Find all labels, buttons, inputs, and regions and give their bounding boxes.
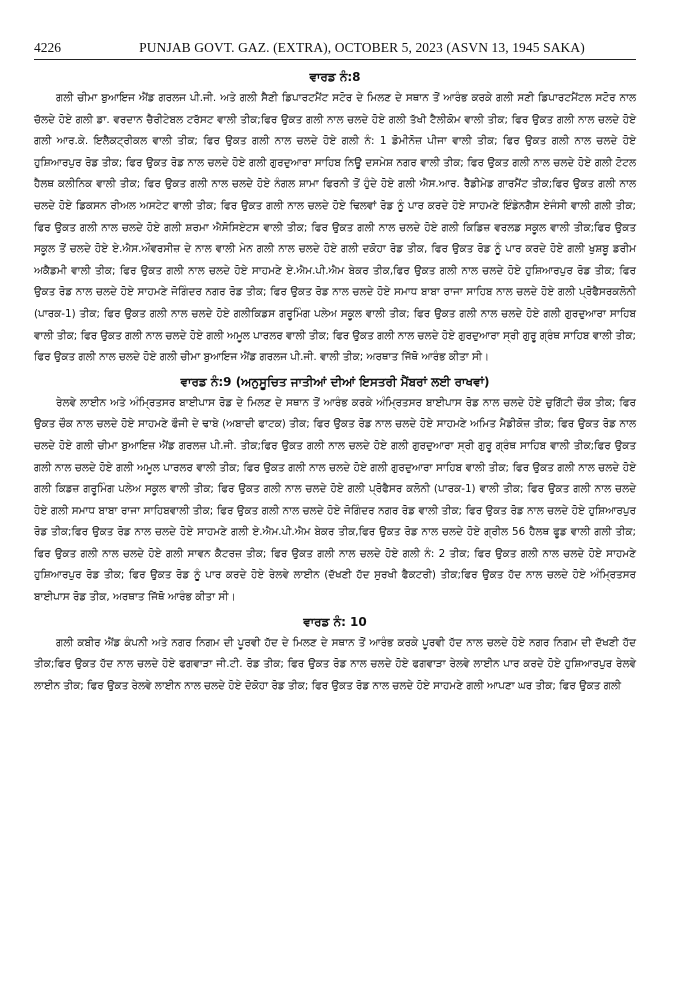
ward-10-heading: ਵਾਰਡ ਨੰ: 10 [303, 614, 367, 629]
page-number: 4226 [34, 40, 61, 55]
ward-9-heading: ਵਾਰਡ ਨੰ:9 (ਅਨੁਸੂਚਿਤ ਜਾਤੀਆਂ ਦੀਆਂ ਇਸਤਰੀ ਮੈਂਬਰਾਂ ਲਈ ਰਾਖਵਾਂ) [180, 374, 490, 389]
gazette-title: PUNJAB GOVT. GAZ. (EXTRA), OCTOBER 5, 2023 (ASVN 13, 1945 SAKA) [139, 40, 585, 55]
ward-8-text: ਗਲੀ ਚੀਮਾ ਬੁਆਇਜ ਐਂਡ ਗਰਲਜ ਪੀ.ਜੀ. ਅਤੇ ਗਲੀ ਸੈਣੀ ਡਿਪਾਰਟਮੈਂਟ ਸਟੋਰ ਦੇ ਮਿਲਣ ਦੇ ਸਥਾਨ ਤੋਂ ਆਰੰਭ ਕਰਕੇ ਗਲੀ ਸਣੀ ਡਿਪਾਰਟਮੈਂਟਲ ਸਟੋਰ ਨਾਲ ਚੱਲਦੇ ਹੋਏ ਗਲੀ ਡਾ. ਵਰਦਾਨ ਚੈਰੀਟੇਬਲ ਟਰੱਸਟ ਵਾਲੀ ਤੀਕ;ਫਿਰ ਉਕਤ ਗਲੀ ਨਾਲ ਚਲਦੇ ਹੋਏ ਗਲੀ ਤੱਖੀ ਟੈਲੀਕੋਮ ਵਾਲੀ ਤੀਕ; ਫਿਰ ਉਕਤ ਗਲੀ ਨਾਲ ਚਲਦੇ ਹੋਏ ਗਲੀ ਆਰ.ਕੇ. ਇਲੈਕਟ੍ਰੀਕਲ ਵਾਲੀ ਤੀਕ; ਫਿਰ ਉਕਤ ਗਲੀ ਨਾਲ ਚਲਦੇ ਹੋਏ ਗਲੀ ਨੰ: 1 ਡੋਮੀਨੋਜ਼ ਪੀਜਾ ਵਾਲੀ ਤੀਕ; ਫਿਰ ਉਕਤ ਗਲੀ ਨਾਲ ਚਲਦੇ ਹੋਏ ਹੁਸ਼ਿਆਰਪੁਰ ਰੋਡ ਤੀਕ; ਫਿਰ ਉਕਤ ਰੋਡ ਨਾਲ ਚਲਦੇ ਹੋਏ ਗਲੀ ਗੁਰਦੁਆਰਾ ਸਾਹਿਬ ਨਿਊ ਦਸਮੇਸ਼ ਨਗਰ ਵਾਲੀ ਤੀਕ; ਫਿਰ ਉਕਤ ਗਲੀ ਨਾਲ ਚਲਦੇ ਹੋਏ ਗਲੀ ਟੋਟਲ ਹੈਲਥ ਕਲੀਨਿਕ ਵਾਲੀ ਤੀਕ; ਫਿਰ ਉਕਤ ਗਲੀ ਨਾਲ ਚਲਦੇ ਹੋਏ ਨੰਗਲ ਸ਼ਾਮਾ ਫਿਰਨੀ ਤੋਂ ਹੁੰਦੇ ਹੋਏ ਗਲੀ ਐਸ.ਆਰ. ਰੈਡੀਮੇਡ ਗਾਰਮੈਂਟ ਤੀਕ;ਫਿਰ ਉਕਤ ਗਲੀ ਨਾਲ ਚਲਦੇ ਹੋਏ ਡਿਕਸਨ ਰੀਅਲ ਅਸਟੇਟ ਵਾਲੀ ਤੀਕ; ਫਿਰ ਉਕਤ ਗਲੀ ਨਾਲ ਚਲਦੇ ਹੋਏ ਢਿਲਵਾਂ ਰੋਡ ਨੂੰ ਪਾਰ ਕਰਦੇ ਹੋਏ ਸਾਹਮਣੇ ਇੰਡੇਨਗੈਸ ਏਜੰਸੀ ਵਾਲੀ ਗਲੀ ਤੀਕ; ਫਿਰ ਉਕਤ ਗਲੀ ਨਾਲ ਚਲਦੇ ਹੋਏ ਗਲੀ ਸ਼ਰਮਾ ਐਸੋਸਿਏਟਸ ਵਾਲੀ ਤੀਕ; ਫਿਰ ਉਕਤ ਗਲੀ ਨਾਲ ਚਲਦੇ ਹੋਏ ਗਲੀ ਕਿਡਿਜ਼ ਵਰਲਡ ਸਕੂਲ ਵਾਲੀ ਤੀਕ;ਫਿਰ ਉਕਤ ਸਕੂਲ ਤੋਂ ਚਲਦੇ ਹੋਏ ਏ.ਐਸ.ਔਵਰਸੀਜ਼ ਦੇ ਨਾਲ ਵਾਲੀ ਮੇਨ ਗਲੀ ਨਾਲ ਚਲਦੇ ਹੋਏ ਗਲੀ ਦਕੋਹਾ ਰੋਡ ਤੀਕ, ਫਿਰ ਉਕਤ ਰੋਡ ਨੂੰ ਪਾਰ ਕਰਦੇ ਹੋਏ ਗਲੀ ਖੁਸ਼ਬੂ ਡਰੀਮ ਅਕੈਡਮੀ ਵਾਲੀ ਤੀਕ; ਫਿਰ ਉਕਤ ਗਲੀ ਨਾਲ ਚਲਦੇ ਹੋਏ ਸਾਹਮਣੇ ਏ.ਐਮ.ਪੀ.ਐਮ ਬੇਕਰ ਤੀਕ,ਫਿਰ ਉਕਤ ਗਲੀ ਨਾਲ ਚਲਦੇ ਹੋਏ ਹੁਸ਼ਿਆਰਪੁਰ ਰੋਡ ਤੀਕ; ਫਿਰ ਉਕਤ ਰੋਡ ਨਾਲ ਚਲਦੇ ਹੋਏ ਸਾਹਮਣੇ ਜੋਗਿੰਦਰ ਨਗਰ ਰੋਡ ਤੀਕ; ਫਿਰ ਉਕਤ ਰੋਡ ਨਾਲ ਚਲਦੇ ਹੋਏ ਸਮਾਧ ਬਾਬਾ ਰਾਜਾ ਸਾਹਿਬ ਨਾਲ ਚਲਦੇ ਹੋਏ ਗਲੀ ਪ੍ਰੋਫੈਸਰਕਲੋਨੀ (ਪਾਰਕ-1) ਤੀਕ; ਫਿਰ ਉਕਤ ਗਲੀ ਨਾਲ ਚਲਦੇ ਹੋਏ ਗਲੀਕਿਡਸ ਗਰੂਮਿੰਗ ਪਲੇਅ ਸਕੂਲ ਵਾਲੀ ਤੀਕ; ਫਿਰ ਉਕਤ ਗਲੀ ਨਾਲ ਚਲਦੇ ਹੋਏ ਗਲੀ ਗੁਰਦੁਆਰਾ ਸਾਹਿਬ ਵਾਲੀ ਤੀਕ; ਫਿਰ ਉਕਤ ਗਲੀ ਨਾਲ ਚਲਦੇ ਹੋਏ ਗਲੀ ਅਮੂਲ ਪਾਰਲਰ ਵਾਲੀ ਤੀਕ; ਫਿਰ ਉਕਤ ਗਲੀ ਨਾਲ ਚਲਦੇ ਹੋਏ ਗੁਰਦੁਆਰਾ ਸ੍ਰੀ ਗੁਰੂ ਗ੍ਰੰਥ ਸਾਹਿਬ ਵਾਲੀ ਤੀਕ; ਫਿਰ ਉਕਤ ਗਲੀ ਨਾਲ ਚਲਦੇ ਹੋਏ ਗਲੀ ਚੀਮਾ ਬੁਆਇਜ ਐਂਡ ਗਰਲਜ ਪੀ.ਜੀ. ਵਾਲੀ ਤੀਕ; ਅਰਥਾਤ ਜਿੱਥੋ ਆਰੰਭ ਕੀਤਾ ਸੀ। [34, 92, 636, 364]
ward-8-heading: ਵਾਰਡ ਨੰ:8 [309, 70, 361, 84]
page-header [34, 40, 636, 60]
ward-10-text: ਗਲੀ ਕਬੀਰ ਐਂਡ ਕੰਪਨੀ ਅਤੇ ਨਗਰ ਨਿਗਮ ਦੀ ਪੂਰਵੀ ਹੱਦ ਦੇ ਮਿਲਣ ਦੇ ਸਥਾਨ ਤੋਂ ਆਰੰਭ ਕਰਕੇ ਪੂਰਵੀ ਹੱਦ ਨਾਲ ਚਲਦੇ ਹੋਏ ਨਗਰ ਨਿਗਮ ਦੀ ਦੱਖਣੀ ਹੱਦ ਤੀਕ;ਫਿਰ ਉਕਤ ਹੱਦ ਨਾਲ ਚਲਦੇ ਹੋਏ ਫਗਵਾੜਾ ਜੀ.ਟੀ. ਰੋਡ ਤੀਕ; ਫਿਰ ਉਕਤ ਰੋਡ ਨਾਲ ਚਲਦੇ ਹੋਏ ਫਗਵਾੜਾ ਰੇਲਵੇ ਲਾਈਨ ਪਾਰ ਕਰਦੇ ਹੋਏ ਹੁਸ਼ਿਆਰਪੁਰ ਰੇਲਵੇ ਲਾਈਨ ਤੀਕ; ਫਿਰ ਉਕਤ ਰੇਲਵੇ ਲਾਈਨ ਨਾਲ ਚਲਦੇ ਹੋਏ ਦੋਕੋਹਾ ਰੋਡ ਤੀਕ; ਫਿਰ ਉਕਤ ਰੋਡ ਨਾਲ ਚਲਦੇ ਹੋਏ ਸਾਹਮਣੇ ਗਲੀ ਆਪਣਾ ਘਰ ਤੀਕ; ਫਿਰ ਉਕਤ ਗਲੀ [34, 636, 636, 692]
ward-9-text: ਰੇਲਵੇ ਲਾਈਨ ਅਤੇ ਅੰਮ੍ਰਿਤਸਰ ਬਾਈਪਾਸ ਰੋਡ ਦੇ ਮਿਲਣ ਦੇ ਸਥਾਨ ਤੋਂ ਆਰੰਭ ਕਰਕੇ ਅੰਮ੍ਰਿਤਸਰ ਬਾਈਪਾਸ ਰੋਡ ਨਾਲ ਚਲਦੇ ਹੋਏ ਚੁਗਿੱਟੀ ਚੌਕ ਤੀਕ; ਫਿਰ ਉਕਤ ਚੌਕ ਨਾਲ ਚਲਦੇ ਹੋਏ ਸਾਹਮਣੇ ਫੌਜੀ ਦੇ ਢਾਬੇ (ਅਬਾਦੀ ਫਾਟਕ) ਤੀਕ; ਫਿਰ ਉਕਤ ਰੋਡ ਨਾਲ ਚਲਦੇ ਹੋਏ ਸਾਹਮਣੇ ਅਮਿਤ ਮੈਡੀਕੋਜ਼ ਤੀਕ; ਫਿਰ ਉਕਤ ਰੋਡ ਨਾਲ ਚਲਦੇ ਹੋਏ ਗਲੀ ਚੀਮਾ ਬੁਆਇਜ਼ ਐਂਡ ਗਰਲਜ਼ ਪੀ.ਜੀ. ਤੀਕ;ਫਿਰ ਉਕਤ ਗਲੀ ਨਾਲ ਚਲਦੇ ਹੋਏ ਗਲੀ ਗੁਰਦੁਆਰਾ ਸ੍ਰੀ ਗੁਰੂ ਗ੍ਰੰਥ ਸਾਹਿਬ ਵਾਲੀ ਤੀਕ;ਫਿਰ ਉਕਤ ਗਲੀ ਨਾਲ ਚਲਦੇ ਹੋਏ ਗਲੀ ਅਮੂਲ ਪਾਰਲਰ ਵਾਲੀ ਤੀਕ; ਫਿਰ ਉਕਤ ਗਲੀ ਨਾਲ ਚਲਦੇ ਹੋਏ ਗਲੀ ਗੁਰਦੁਆਰਾ ਸਾਹਿਬ ਵਾਲੀ ਤੀਕ; ਫਿਰ ਉਕਤ ਗਲੀ ਨਾਲ ਚਲਦੇ ਹੋਏ ਗਲੀ ਕਿਡਜ਼ ਗਰੂਮਿੰਗ ਪਲੇਅ ਸਕੂਲ ਵਾਲੀ ਤੀਕ; ਫਿਰ ਉਕਤ ਗਲੀ ਨਾਲ ਚਲਦੇ ਹੋਏ ਗਲੀ ਪ੍ਰੋਫੈਸਰ ਕਲੋਨੀ (ਪਾਰਕ-1) ਵਾਲੀ ਤੀਕ; ਫਿਰ ਉਕਤ ਗਲੀ ਨਾਲ ਚਲਦੇ ਹੋਏ ਗਲੀ ਸਮਾਧ ਬਾਬਾ ਰਾਜਾ ਸਾਹਿਬਵਾਲੀ ਤੀਕ; ਫਿਰ ਉਕਤ ਗਲੀ ਨਾਲ ਚਲਦੇ ਹੋਏ ਜੋਗਿੰਦਰ ਨਗਰ ਰੋਡ ਵਾਲੀ ਤੀਕ; ਫਿਰ ਉਕਤ ਰੋਡ ਨਾਲ ਚਲਦੇ ਹੋਏ ਹੁਸ਼ਿਆਰਪੁਰ ਰੋਡ ਤੀਕ;ਫਿਰ ਉਕਤ ਰੋਡ ਨਾਲ ਚਲਦੇ ਹੋਏ ਸਾਹਮਣੇ ਗਲੀ ਏ.ਐਮ.ਪੀ.ਐਮ ਬੇਕਰ ਤੀਕ,ਫਿਰ ਉਕਤ ਰੋਡ ਨਾਲ ਚਲਦੇ ਹੋਏ ਗ੍ਰੀਲ 56 ਹੈਲਥ ਫੂਡ ਵਾਲੀ ਗਲੀ ਤੀਕ; ਫਿਰ ਉਕਤ ਗਲੀ ਨਾਲ ਚਲਦੇ ਹੋਏ ਗਲੀ ਸਾਵਨ ਕੈਟਰਜ਼ ਤੀਕ; ਫਿਰ ਉਕਤ ਗਲੀ ਨਾਲ ਚਲਦੇ ਹੋਏ ਗਲੀ ਨੰ: 2 ਤੀਕ; ਫਿਰ ਉਕਤ ਗਲੀ ਨਾਲ ਚਲਦੇ ਹੋਏ ਸਾਹਮਣੇ ਹੁਸ਼ਿਆਰਪੁਰ ਰੋਡ ਤੀਕ; ਫਿਰ ਉਕਤ ਰੋਡ ਨੂੰ ਪਾਰ ਕਰਦੇ ਹੋਏ ਰੇਲਵੇ ਲਾਈਨ (ਦੱਖਣੀ ਹੱਦ ਸੁਰਖੀ ਫੈਕਟਰੀ) ਤੀਕ;ਫਿਰ ਉਕਤ ਹੱਦ ਨਾਲ ਚਲਦੇ ਹੋਏ ਅੰਮ੍ਰਿਤਸਰ ਬਾਈਪਾਸ ਰੋਡ ਤੀਕ, ਅਰਥਾਤ ਜਿੱਥੋ ਆਰੰਭ ਕੀਤਾ ਸੀ। [34, 396, 636, 604]
